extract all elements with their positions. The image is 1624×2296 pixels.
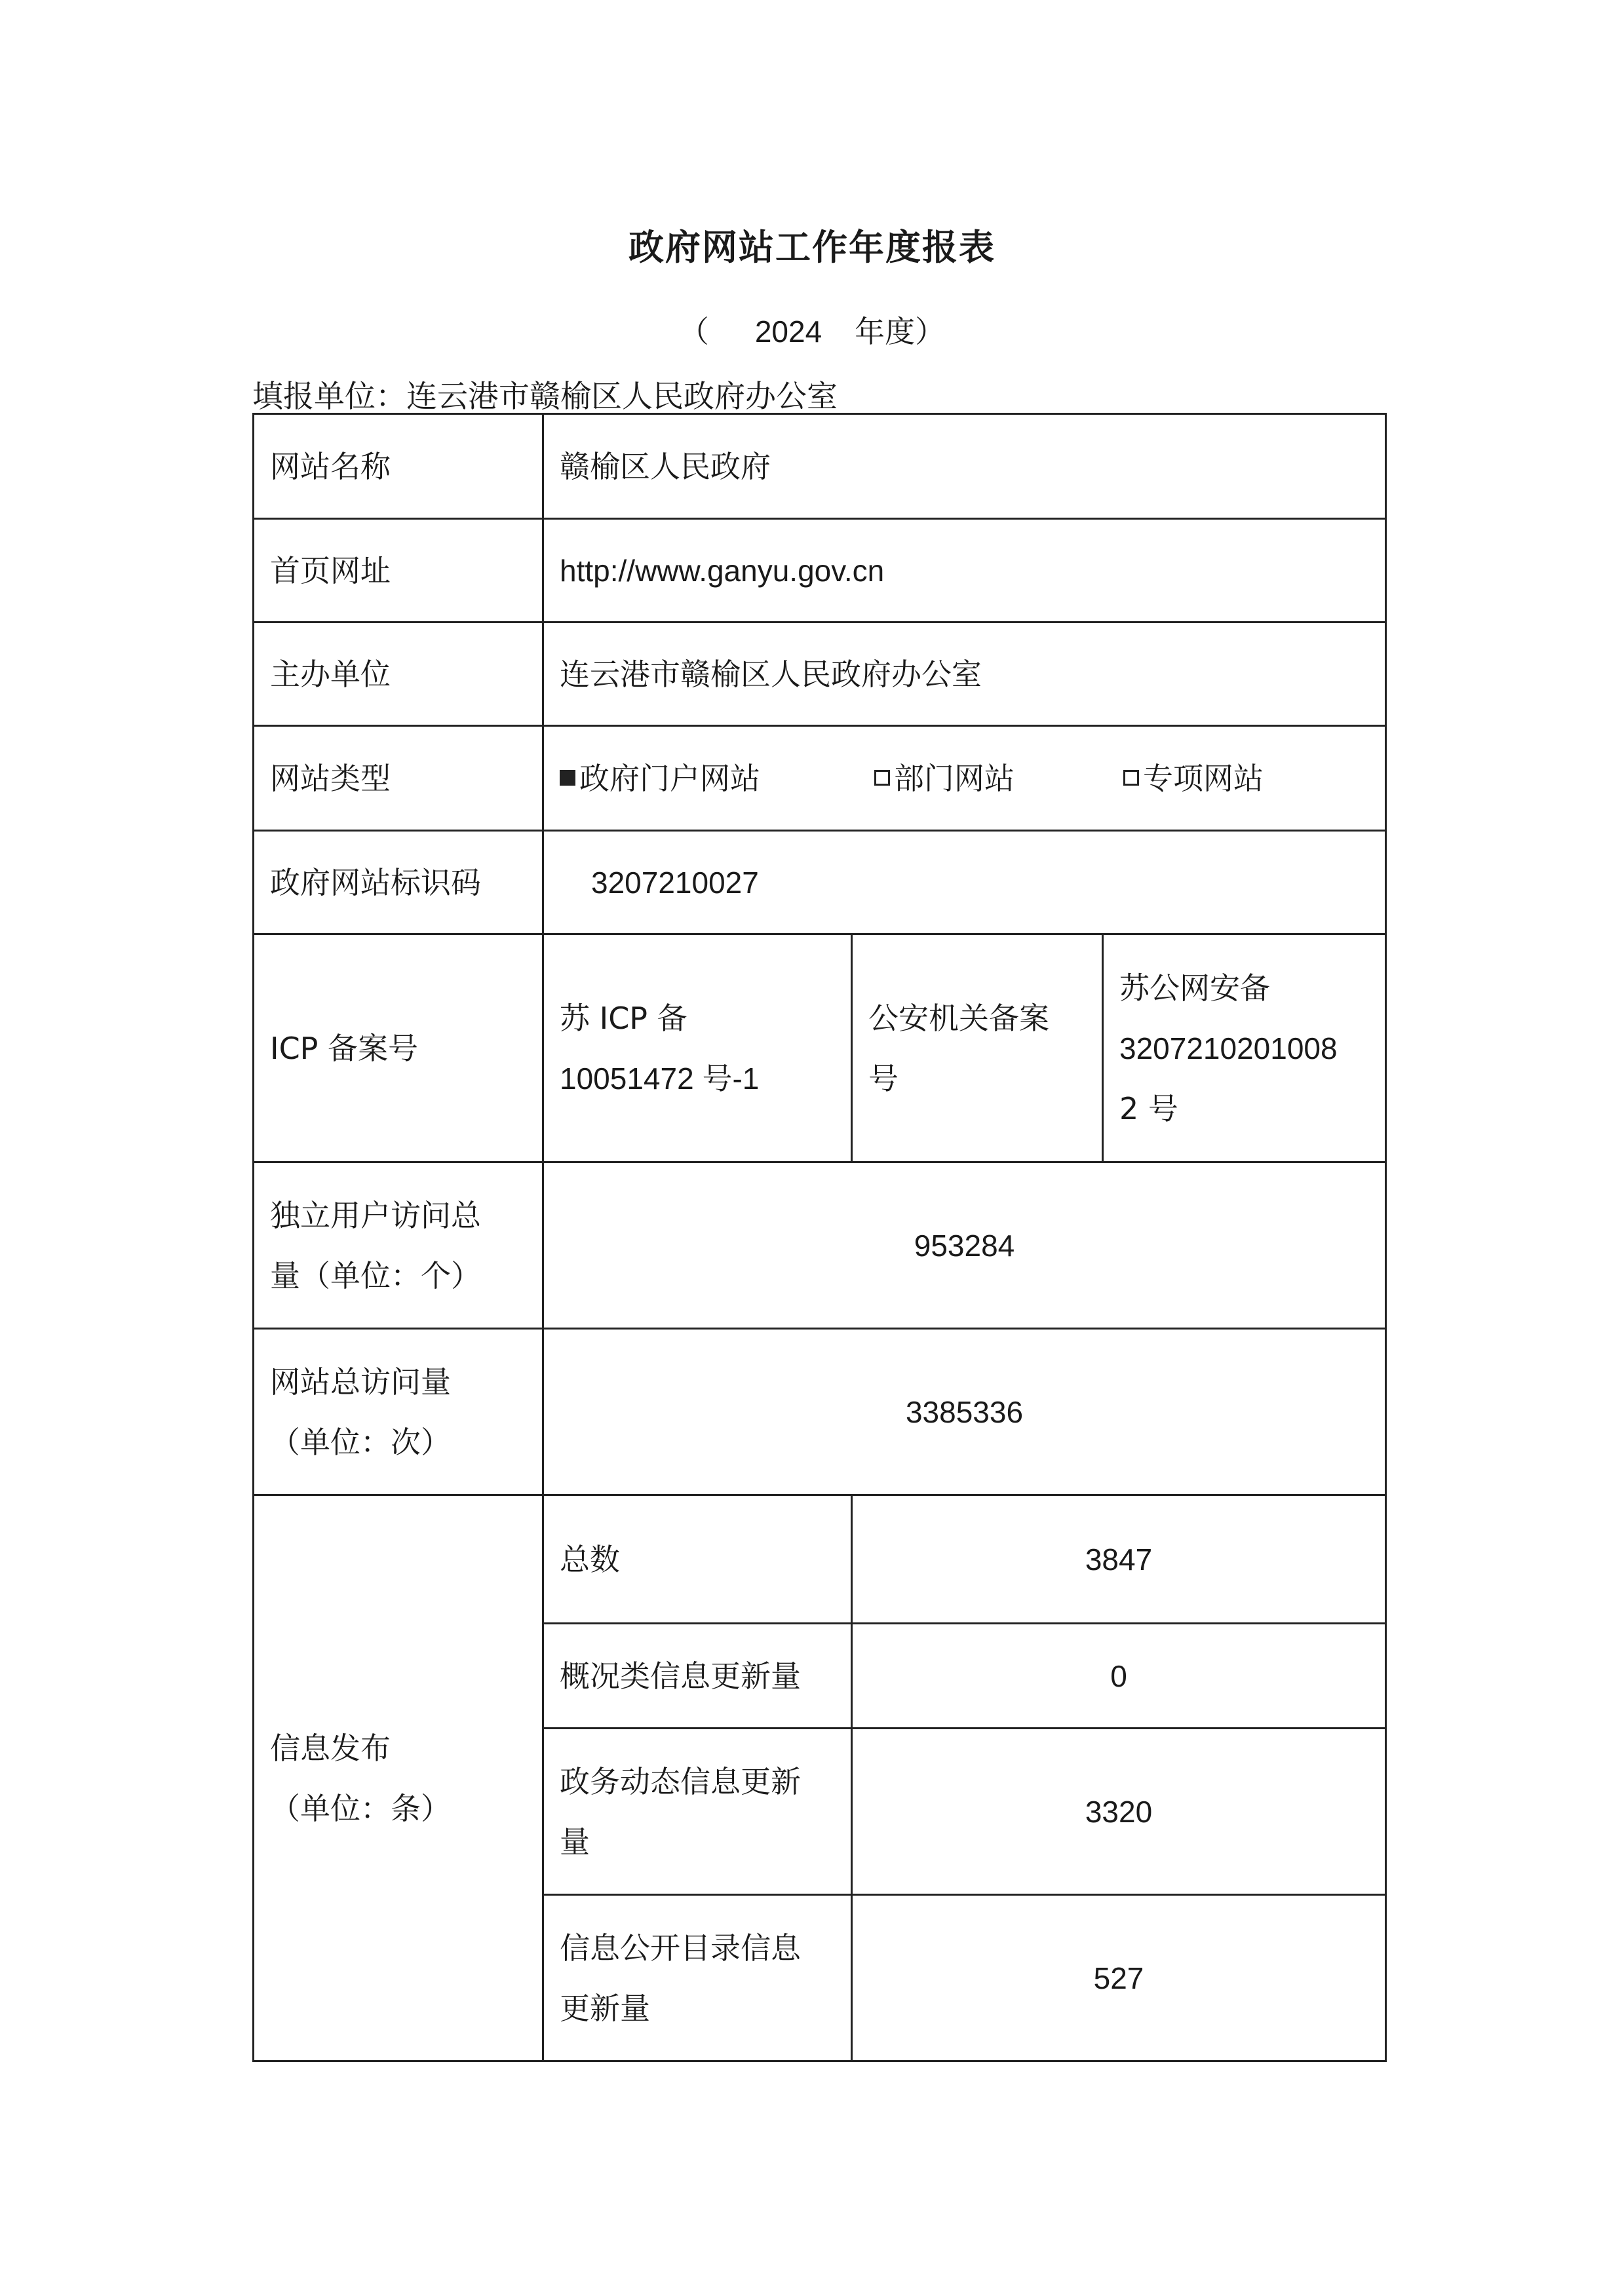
info-item-value: 3320 (852, 1729, 1386, 1895)
police-record-value-line1: 苏公网安备 (1119, 970, 1270, 1006)
report-title: 政府网站工作年度报表 (628, 227, 996, 268)
police-record-label-line1: 公安机关备案 (868, 1000, 1049, 1036)
total-visits-value: 3385336 (543, 1329, 1386, 1495)
report-year (0, 308, 1624, 351)
row-site-name (254, 414, 1386, 519)
total-visits-label-line2: （单位：次） (270, 1424, 451, 1460)
police-record-label-line2: 号 (868, 1060, 899, 1096)
year-open: （ (678, 314, 709, 349)
info-item-label (543, 1729, 852, 1895)
sponsor-label: 主办单位 (254, 622, 543, 726)
info-item-label (543, 1895, 852, 2061)
police-record-value (1103, 934, 1386, 1162)
sponsor-value: 连云港市赣榆区人民政府办公室 (543, 622, 1386, 726)
row-site-type (254, 726, 1386, 831)
unique-visitors-label (254, 1162, 543, 1329)
filler-value: 连云港市赣榆区人民政府办公室 (406, 379, 838, 415)
info-item-label-line2: 量 (560, 1824, 590, 1860)
site-code-label: 政府网站标识码 (254, 831, 543, 934)
info-item-value: 527 (852, 1895, 1386, 2061)
icp-value-line1: 苏 ICP 备 (560, 1000, 687, 1036)
info-item-label (543, 1495, 852, 1624)
info-release-label (254, 1495, 543, 2061)
site-type-options (543, 726, 1386, 831)
unique-visitors-value: 953284 (543, 1162, 1386, 1329)
info-item-label-line2: 更新量 (560, 1990, 650, 2026)
option-special[interactable] (1123, 748, 1264, 809)
row-sponsor (254, 622, 1386, 726)
info-item-label-line1: 信息公开目录信息 (560, 1930, 801, 1966)
filler-unit (252, 372, 838, 416)
checkbox-unchecked-icon (874, 770, 890, 786)
police-record-value-line3: 2 号 (1119, 1090, 1178, 1126)
filler-label: 填报单位： (252, 379, 406, 415)
option-department[interactable] (874, 748, 1123, 809)
info-item-value: 3847 (852, 1495, 1386, 1624)
year-close: 年度） (855, 314, 946, 349)
row-info-total (254, 1495, 1386, 1624)
site-name-value: 赣榆区人民政府 (543, 414, 1386, 519)
site-type-label: 网站类型 (254, 726, 543, 831)
icp-label: ICP 备案号 (254, 934, 543, 1162)
option-department-label: 部门网站 (894, 760, 1015, 796)
info-item-label-line1: 概况类信息更新量 (560, 1658, 801, 1694)
year-value: 2024 (754, 315, 822, 349)
icp-value (543, 934, 852, 1162)
homepage-value: http://www.ganyu.gov.cn (543, 519, 1386, 622)
unique-visitors-label-line2: 量（单位：个） (270, 1257, 481, 1293)
row-total-visits (254, 1329, 1386, 1495)
info-item-label (543, 1624, 852, 1729)
site-code-value: 3207210027 (543, 831, 1386, 934)
info-item-label-line1: 总数 (560, 1541, 620, 1577)
row-unique-visitors (254, 1162, 1386, 1329)
info-item-value: 0 (852, 1624, 1386, 1729)
police-record-label (852, 934, 1103, 1162)
row-icp (254, 934, 1386, 1162)
report-table (252, 413, 1387, 2062)
checkbox-unchecked-icon (1123, 770, 1139, 786)
police-record-value-line2: 3207210201008 (1119, 1031, 1338, 1065)
site-name-label: 网站名称 (254, 414, 543, 519)
row-homepage (254, 519, 1386, 622)
unique-visitors-label-line1: 独立用户访问总 (270, 1197, 481, 1233)
checkbox-checked-icon (560, 770, 575, 786)
total-visits-label-line1: 网站总访问量 (270, 1364, 451, 1400)
option-special-label: 专项网站 (1143, 760, 1264, 796)
info-release-label-line1: 信息发布 (270, 1730, 391, 1766)
info-item-label-line1: 政务动态信息更新 (560, 1763, 801, 1799)
info-release-label-line2: （单位：条） (270, 1790, 451, 1826)
total-visits-label (254, 1329, 543, 1495)
option-portal-label: 政府门户网站 (579, 760, 760, 796)
homepage-label: 首页网址 (254, 519, 543, 622)
icp-value-line2: 10051472 号-1 (560, 1061, 760, 1096)
option-portal[interactable] (560, 748, 874, 809)
row-site-code (254, 831, 1386, 934)
